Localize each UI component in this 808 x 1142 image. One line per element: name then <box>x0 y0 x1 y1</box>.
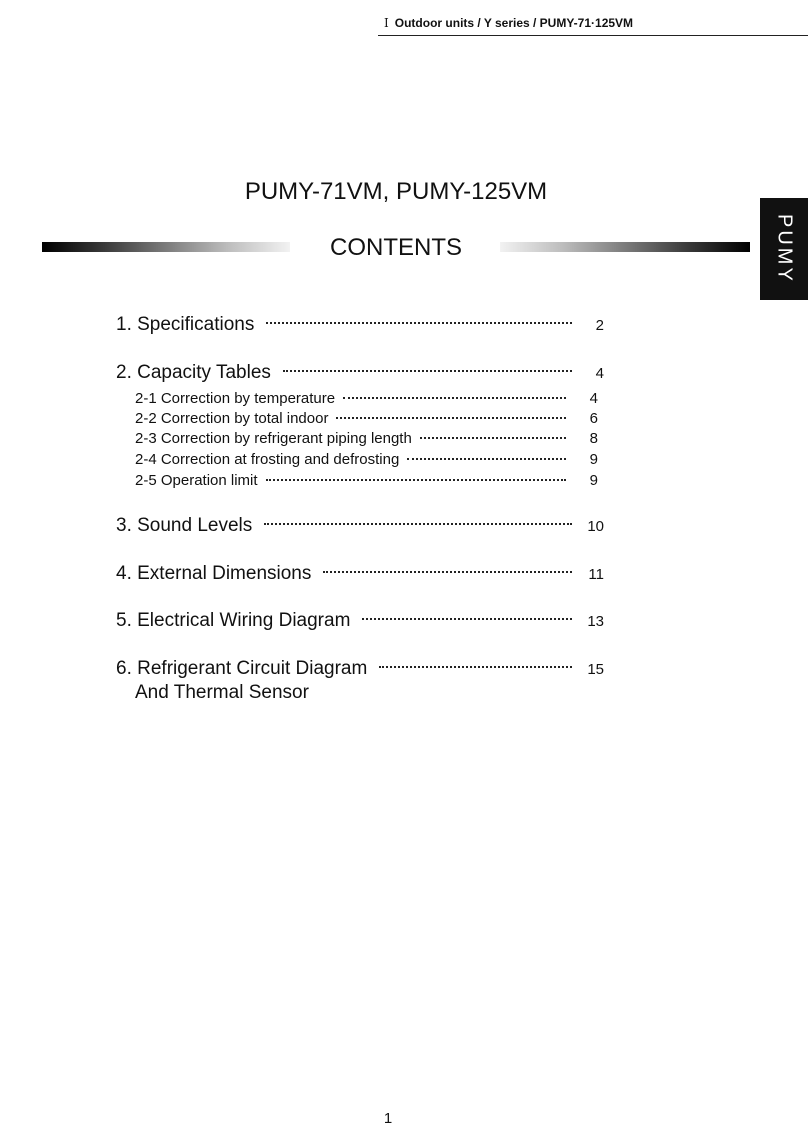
toc-page-number: 4 <box>595 365 604 382</box>
toc-subentry[interactable] <box>135 430 598 447</box>
toc-entry-label: 6. Refrigerant Circuit Diagram <box>116 658 368 679</box>
document-title: PUMY-71VM, PUMY-125VM <box>244 178 548 205</box>
toc-page-number: 6 <box>589 410 598 427</box>
toc-page-number: 13 <box>587 613 604 630</box>
toc-entry-label-line2: And Thermal Sensor <box>135 682 309 703</box>
toc-subentry[interactable] <box>135 451 598 468</box>
side-tab-label: PUMY <box>773 214 796 284</box>
toc-entry-label: 2-3 Correction by refrigerant piping length <box>135 430 412 447</box>
dot-leader <box>407 458 566 460</box>
toc-entry[interactable] <box>116 362 604 384</box>
section-roman-numeral: Ⅰ <box>384 16 389 30</box>
dot-leader <box>379 666 572 668</box>
dot-leader <box>420 437 566 439</box>
toc-subentry[interactable] <box>135 472 598 489</box>
toc-page-number: 9 <box>589 472 598 489</box>
toc-entry[interactable] <box>116 314 604 336</box>
toc-entry[interactable] <box>116 658 604 680</box>
toc-entry-label: 4. External Dimensions <box>116 563 312 584</box>
toc-entry[interactable] <box>116 515 604 537</box>
toc-page-number: 8 <box>589 430 598 447</box>
contents-heading: CONTENTS <box>330 234 462 261</box>
dot-leader <box>362 618 572 620</box>
toc-page-number: 10 <box>587 518 604 535</box>
toc-subentry[interactable] <box>135 410 598 427</box>
toc-page-number: 2 <box>595 317 604 334</box>
toc-entry-label: 2-2 Correction by total indoor <box>135 410 329 427</box>
toc-entry-label: 2-1 Correction by temperature <box>135 390 336 407</box>
toc-page-number: 15 <box>587 661 604 678</box>
dot-leader <box>266 479 566 481</box>
toc-entry-label: 2-5 Operation limit <box>135 472 258 489</box>
toc-entry[interactable] <box>116 563 604 585</box>
toc-page-number: 11 <box>588 566 604 583</box>
toc-page-number: 9 <box>589 451 598 468</box>
dot-leader <box>266 322 572 324</box>
page-number: 1 <box>383 1110 393 1127</box>
running-header <box>378 14 808 36</box>
toc-entry[interactable] <box>116 610 604 632</box>
dot-leader <box>264 523 572 525</box>
toc-entry-label: 2-4 Correction at frosting and defrosting <box>135 451 400 468</box>
running-header-text: Outdoor units / Y series / PUMY-71·125VM <box>394 16 634 30</box>
dot-leader <box>323 571 572 573</box>
toc-entry-label: 1. Specifications <box>116 314 255 335</box>
toc-entry-label: 5. Electrical Wiring Diagram <box>116 610 351 631</box>
toc-entry-label: 3. Sound Levels <box>116 515 253 536</box>
toc-subentry[interactable] <box>135 390 598 407</box>
toc-page-number: 4 <box>589 390 598 407</box>
toc-entry-label: 2. Capacity Tables <box>116 362 271 383</box>
dot-leader <box>336 417 566 419</box>
dot-leader <box>343 397 566 399</box>
dot-leader <box>283 370 572 372</box>
